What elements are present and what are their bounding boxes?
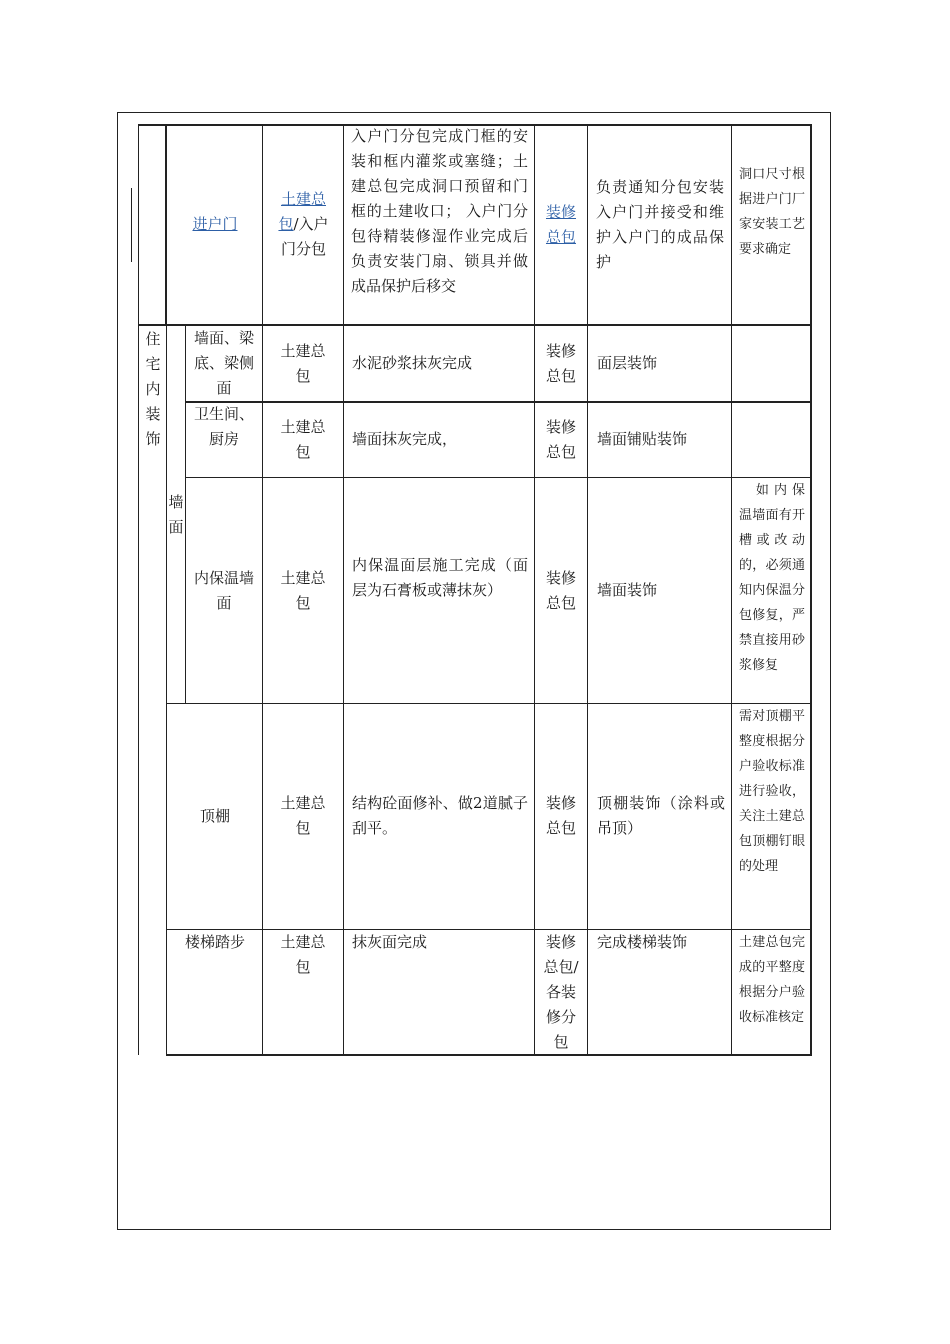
table-rule — [731, 124, 732, 1055]
receiver-work-cell: 墙面装饰 — [597, 581, 658, 599]
table-rule — [587, 124, 588, 1055]
section-label: 住宅内装饰 — [145, 330, 161, 448]
responsible-cell: 土建总包 — [280, 342, 326, 385]
receiver-cell: 装修总包 — [545, 342, 576, 385]
receiver-cell: 装修总包 — [545, 569, 576, 612]
work-cell: 入户门分包完成门框的安装和框内灌浆或塞缝；土建总包完成洞口预留和门框的土建收口； 入户门分包待精装修湿作业完成后负责安装门扇、锁具并做成品保护后移交 — [351, 127, 528, 295]
receiver-cell: 装修总包/各装修分包 — [543, 933, 579, 1051]
table-rule — [810, 124, 812, 1055]
receiver-work-cell: 负责通知分包安装入户门并接受和维护入户门的成品保护 — [596, 178, 724, 271]
responsible-cell: 土建总包 — [280, 418, 326, 461]
work-cell: 墙面抹灰完成， — [352, 430, 458, 448]
civil-contractor-link[interactable]: 土建总包 — [278, 190, 326, 233]
table-rule — [185, 401, 811, 403]
receiver-work-cell: 面层装饰 — [597, 354, 658, 372]
responsible-cell: 土建总包 — [280, 569, 326, 612]
receiver-cell — [541, 200, 581, 250]
wall-group-label: 墙面 — [168, 493, 184, 536]
work-cell: 内保温面层施工完成（面层为石膏板或薄抹灰） — [352, 556, 528, 599]
responsible-cell: 土建总包 — [280, 933, 326, 976]
receiver-cell: 装修总包 — [545, 418, 576, 461]
note-cell: 如内保温墙面有开槽或改动的，必须通知内保温分包修复，严禁直接用砂浆修复 — [739, 483, 805, 673]
item-cell: 内保温墙面 — [194, 569, 255, 612]
note-cell: 土建总包完成的平整度根据分户验收标准核定 — [739, 935, 805, 1025]
table-rule — [534, 124, 535, 1055]
work-cell: 水泥砂浆抹灰完成 — [352, 354, 473, 372]
responsible-cell — [271, 187, 336, 262]
item-cell: 楼梯踏步 — [184, 933, 245, 951]
table-rule — [166, 326, 167, 1055]
table-rule — [262, 124, 263, 1055]
receiver-work-cell: 墙面铺贴装饰 — [597, 430, 688, 448]
table-rule — [343, 124, 344, 1055]
responsible-cell: 土建总包 — [280, 794, 326, 837]
note-cell: 洞口尺寸根据进户门厂家安装工艺要求确定 — [739, 167, 805, 257]
table-rule — [138, 124, 139, 1055]
responsible-text: /入户门分包 — [280, 215, 329, 258]
table-rule — [185, 477, 811, 478]
margin-mark — [131, 188, 132, 262]
decoration-contractor-link[interactable]: 装修总包 — [545, 203, 576, 246]
receiver-cell: 装修总包 — [545, 794, 576, 837]
item-cell — [168, 212, 262, 237]
work-cell: 结构砼面修补、做2道腻子刮平。 — [352, 794, 528, 837]
receiver-work-cell: 完成楼梯装饰 — [597, 933, 688, 951]
table-rule — [165, 124, 167, 326]
item-cell: 卫生间、厨房 — [194, 405, 255, 448]
receiver-work-cell: 顶棚装饰（涂料或吊顶） — [597, 794, 725, 837]
item-cell: 墙面、梁底、梁侧面 — [194, 329, 255, 397]
work-cell: 抹灰面完成 — [352, 933, 428, 951]
note-cell: 需对顶棚平整度根据分户验收标准进行验收，关注土建总包顶棚钉眼的处理 — [739, 709, 805, 874]
item-cell: 顶棚 — [199, 807, 230, 825]
door-link[interactable]: 进户门 — [192, 215, 238, 233]
